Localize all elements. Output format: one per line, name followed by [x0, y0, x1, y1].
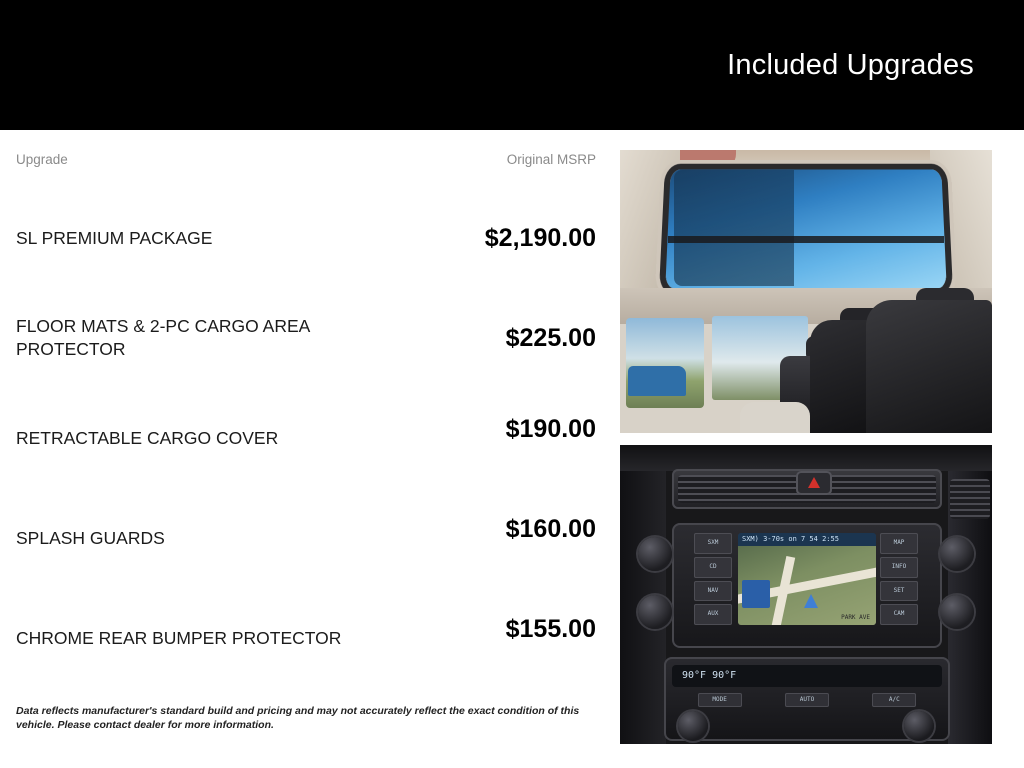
upgrade-name: RETRACTABLE CARGO COVER: [16, 427, 279, 448]
album-art-thumbnail: [742, 580, 770, 608]
upgrade-price: $225.00: [505, 323, 596, 352]
table-row: [0, 388, 612, 488]
head-unit-button: CD: [694, 557, 732, 578]
driver-seat-shape: [866, 300, 992, 433]
climate-button: MODE: [698, 693, 742, 707]
side-air-vent-shape: [950, 479, 990, 519]
climate-buttons-row: [676, 693, 938, 707]
sunroof-shade-shape: [674, 170, 794, 286]
upgrade-price: $160.00: [505, 514, 596, 543]
center-console-shape: [740, 402, 810, 433]
head-unit-button: NAV: [694, 581, 732, 602]
navigation-screen: [738, 533, 876, 625]
column-header-msrp: Original MSRP: [506, 152, 596, 167]
table-body: [0, 188, 612, 688]
upgrade-price: $2,190.00: [484, 223, 596, 252]
upgrade-price: $155.00: [505, 614, 596, 643]
map-position-arrow-icon: [804, 594, 818, 608]
vehicle-photo-gallery: [620, 150, 992, 764]
dash-top-shape: [620, 445, 992, 471]
upgrade-name: CHROME REAR BUMPER PROTECTOR: [16, 627, 342, 648]
vehicle-dashboard-photo: [620, 445, 992, 744]
column-header-upgrade: Upgrade: [16, 152, 68, 167]
head-unit-right-buttons: [880, 533, 918, 625]
table-row: [0, 188, 612, 288]
head-unit-button: INFO: [880, 557, 918, 578]
upgrades-table: [0, 130, 612, 768]
hazard-triangle-icon: [808, 477, 820, 488]
head-unit-button: MAP: [880, 533, 918, 554]
temperature-knob: [904, 711, 934, 741]
climate-button: A/C: [872, 693, 916, 707]
climate-button: AUTO: [785, 693, 829, 707]
vehicle-interior-sunroof-photo: [620, 150, 992, 433]
tune-knob: [940, 595, 974, 629]
map-view: [738, 546, 876, 625]
page-body: [0, 130, 1024, 768]
sunroof-crossbar-shape: [668, 236, 944, 243]
page-header: [0, 0, 1024, 130]
page-title: Included Upgrades: [727, 48, 974, 81]
upgrade-name: SPLASH GUARDS: [16, 527, 165, 548]
head-unit-button: SXM: [694, 533, 732, 554]
head-unit-button: CAM: [880, 604, 918, 625]
climate-temperature-display: 90°F 90°F: [672, 665, 942, 687]
audio-knob: [638, 537, 672, 571]
upgrade-name: SL PREMIUM PACKAGE: [16, 227, 213, 248]
screen-status-bar: SXM) 3-70s on 7 54 2:55: [738, 533, 876, 546]
audio-knob: [638, 595, 672, 629]
blue-car-outside-shape: [628, 366, 686, 396]
map-street-label: PARK AVE: [841, 614, 870, 621]
table-row: [0, 588, 612, 688]
table-header-row: [0, 152, 612, 167]
head-unit-left-buttons: [694, 533, 732, 625]
disclaimer-text: Data reflects manufacturer's standard build and pricing and may not accurately reflect the exact condition of this vehicle. Please contact dealer for more information.: [16, 705, 580, 731]
table-row: [0, 288, 612, 388]
tune-knob: [940, 537, 974, 571]
head-unit-button: SET: [880, 581, 918, 602]
upgrade-price: $190.00: [505, 414, 596, 443]
fan-knob: [678, 711, 708, 741]
head-unit-button: AUX: [694, 604, 732, 625]
upgrade-name: FLOOR MATS & 2-PC CARGO AREA PROTECTOR: [16, 316, 310, 359]
table-row: [0, 488, 612, 588]
